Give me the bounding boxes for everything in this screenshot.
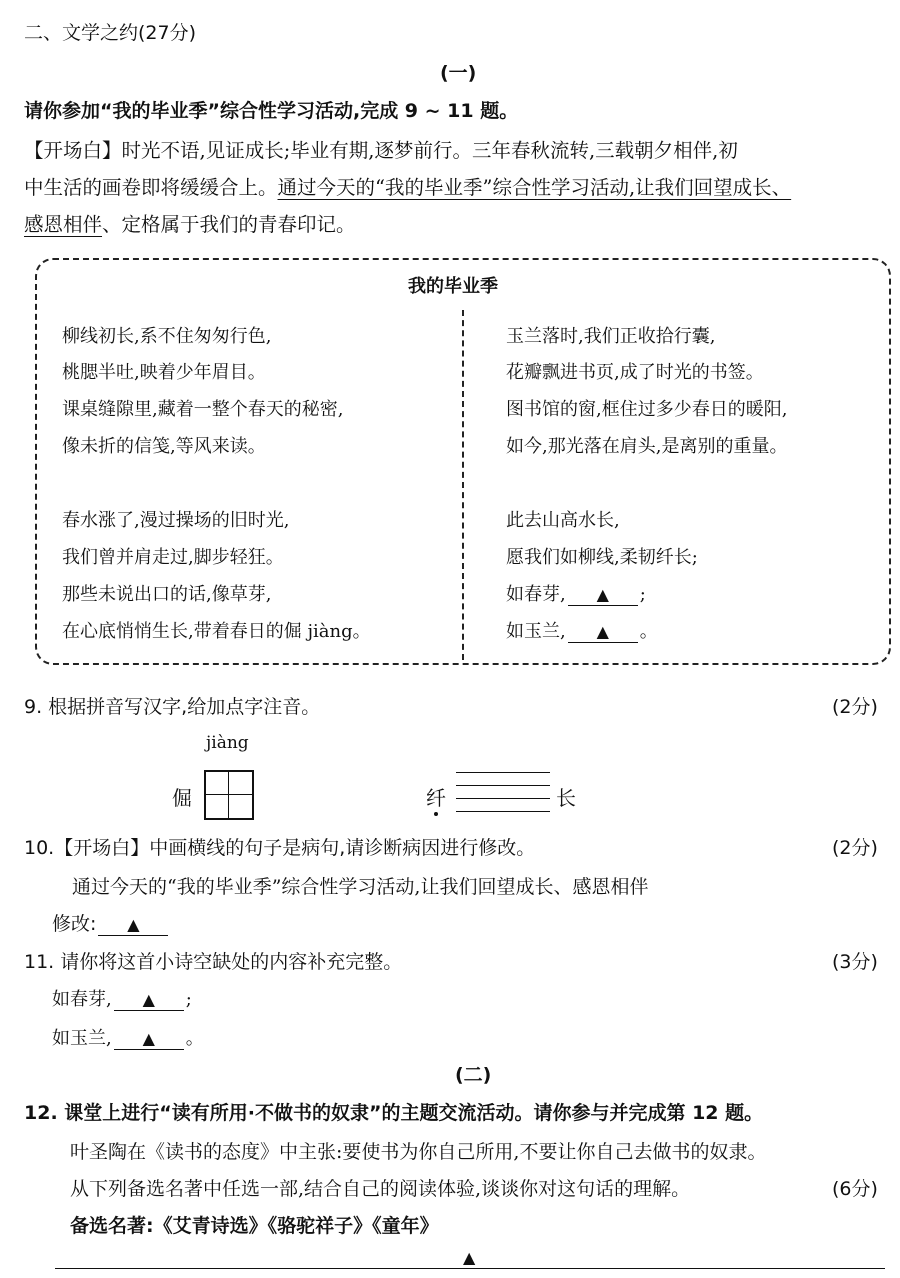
emphasis-dot — [434, 812, 438, 816]
q10-revise-line — [52, 909, 170, 936]
poem-right-line: 愿我们如柳线,柔韧纤长; — [506, 547, 698, 568]
poem-right-line: 图书馆的窗,框住过多少春日的暖阳, — [506, 399, 788, 420]
q11-suffix: 。 — [185, 1028, 204, 1049]
q9-text: 9. 根据拼音写汉字,给加点字注音。 — [24, 696, 321, 718]
q9-char-jue: 倔 — [172, 786, 192, 810]
part1-intro: 请你参加“我的毕业季”综合性学习活动,完成 9 ~ 11 题。 — [24, 100, 519, 122]
opening-line-1: 【开场白】时光不语,见证成长;毕业有期,逐梦前行。三年春秋流转,三载朝夕相伴,初 — [24, 139, 738, 162]
q11-score: (3分) — [832, 951, 878, 973]
q12-line-2: 从下列备选名著中任选一部,结合自己的阅读体验,谈谈你对这句话的理解。 — [70, 1178, 691, 1200]
q12-score: (6分) — [832, 1178, 878, 1200]
part1-heading: (一) — [440, 62, 477, 84]
q11-suffix: ; — [185, 989, 192, 1010]
poem-blank-line-1 — [506, 580, 646, 606]
q11-prefix: 如春芽, — [52, 989, 112, 1010]
poem-left-line: 桃腮半吐,映着少年眉目。 — [62, 362, 266, 383]
poem-right-line: 如今,那光落在肩头,是离别的重量。 — [506, 436, 788, 457]
q11-line-1 — [52, 985, 192, 1011]
q11-prefix: 如玉兰, — [52, 1028, 112, 1049]
q9-char-xian: 纤 — [426, 786, 446, 810]
opening-line-2 — [24, 172, 791, 200]
poem-blank-2: ▲ — [568, 622, 638, 643]
poem-blank-prefix: 如春芽, — [506, 584, 566, 605]
q9-pinyin: jiàng — [206, 733, 249, 753]
poem-left-line: 像未折的信笺,等风来读。 — [62, 436, 266, 457]
q12-answer-line[interactable] — [55, 1268, 885, 1269]
q9-score: (2分) — [832, 696, 878, 718]
q12-answer-marker: ▲ — [463, 1248, 476, 1267]
underlined-sentence-part2: 感恩相伴 — [24, 213, 103, 236]
poem-right-line: 此去山高水长, — [506, 510, 620, 531]
q12-line-1: 叶圣陶在《读书的态度》中主张:要使书为你自己所用,不要让你自己去做书的奴隶。 — [70, 1141, 767, 1163]
poem-blank-suffix: ; — [639, 584, 646, 605]
opening-line-3 — [24, 209, 356, 237]
part2-heading: (二) — [455, 1064, 492, 1086]
poem-left-line: 在心底悄悄生长,带着春日的倔 jiàng。 — [62, 621, 371, 642]
poem-left-line: 课桌缝隙里,藏着一整个春天的秘密, — [62, 399, 344, 420]
opening-line-3b: 、定格属于我们的青春印记。 — [102, 213, 356, 236]
section-title: 二、文学之约(27分) — [24, 22, 197, 44]
poem-blank-prefix: 如玉兰, — [506, 621, 566, 642]
q9-char-chang: 长 — [556, 786, 576, 810]
q11-line-2 — [52, 1024, 204, 1050]
poem-blank-line-2 — [506, 617, 658, 643]
q11-answer-blank-1[interactable]: ▲ — [114, 990, 184, 1011]
underlined-sentence-part1: 通过今天的“我的毕业季”综合性学习活动,让我们回望成长、 — [277, 176, 792, 199]
q10-text: 10.【开场白】中画横线的句子是病句,请诊断病因进行修改。 — [24, 837, 536, 859]
opening-line-2a: 中生活的画卷即将缓缓合上。 — [24, 176, 278, 199]
q11-answer-blank-2[interactable]: ▲ — [114, 1029, 184, 1050]
q9-answer-box[interactable] — [204, 770, 254, 820]
poem-left-line: 春水涨了,漫过操场的旧时光, — [62, 510, 290, 531]
poem-title: 我的毕业季 — [408, 276, 498, 297]
poem-blank-suffix: 。 — [639, 621, 658, 642]
poem-right-line: 玉兰落时,我们正收拾行囊, — [506, 326, 716, 347]
q11-text: 11. 请你将这首小诗空缺处的内容补充完整。 — [24, 951, 403, 973]
q10-sentence: 通过今天的“我的毕业季”综合性学习活动,让我们回望成长、感恩相伴 — [72, 876, 649, 898]
poem-left-line: 柳线初长,系不住匆匆行色, — [62, 326, 272, 347]
poem-divider — [462, 310, 464, 660]
poem-blank-1: ▲ — [568, 585, 638, 606]
q10-answer-blank[interactable]: ▲ — [98, 915, 168, 936]
q12-options: 备选名著:《艾青诗选》《骆驼祥子》《童年》 — [70, 1215, 439, 1237]
q10-score: (2分) — [832, 837, 878, 859]
poem-left-line: 我们曾并肩走过,脚步轻狂。 — [62, 547, 284, 568]
q10-revise-label: 修改: — [52, 913, 97, 935]
poem-left-line: 那些未说出口的话,像草芽, — [62, 584, 272, 605]
poem-right-line: 花瓣飘进书页,成了时光的书签。 — [506, 362, 764, 383]
q12-text: 12. 课堂上进行“读有所用·不做书的奴隶”的主题交流活动。请你参与并完成第 12 题。 — [24, 1102, 764, 1124]
q9-pinyin-lines[interactable] — [456, 772, 550, 812]
